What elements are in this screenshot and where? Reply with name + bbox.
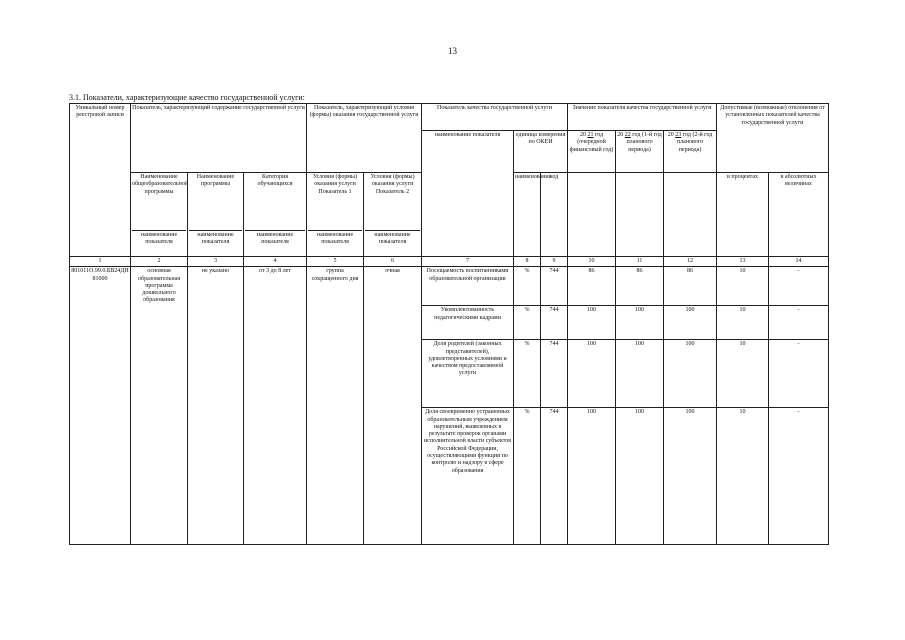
indicator-name: Доля родителей (законных представителей), удовлетворенных условиями и качеством предоставляемой услуги [422, 340, 514, 408]
section-title: 3.1. Показатели, характеризующие качество государственной услуги: [69, 93, 305, 102]
header-conditions-2: Условия (формы) оказания услуги Показатель 2 наименование показателя [364, 173, 422, 257]
col-number: 1 [70, 257, 131, 267]
header-year-2: 20 22 год (1-й год планового периода) [616, 131, 664, 173]
indicator-value-2: 100 [616, 340, 664, 408]
header-year-1: 20 21 год (очередной финансовый год) [568, 131, 616, 173]
indicator-unit: % [514, 340, 541, 408]
service-condition-2: очная [364, 267, 422, 545]
service-condition-1: группа сокращенного дня [307, 267, 364, 545]
col-number: 2 [131, 257, 188, 267]
header-quality-indicator: Показатель качества государственной услуги [422, 104, 568, 131]
header-quality-values: Значение показателя качества государственной услуги [568, 104, 717, 131]
indicator-deviation-absolute: - [769, 267, 829, 306]
header-empty-12 [664, 173, 717, 257]
col-number: 7 [422, 257, 514, 267]
indicator-value-3: 100 [664, 408, 717, 545]
indicator-value-2: 100 [616, 306, 664, 340]
col-number: 4 [244, 257, 307, 267]
table-row [70, 267, 829, 306]
indicator-value-1: 100 [568, 306, 616, 340]
header-deviations: Допустимые (возможные) отклонения от установленных показателей качества государственной услуги [717, 104, 829, 173]
header-empty-10 [568, 173, 616, 257]
indicator-unit: % [514, 408, 541, 545]
indicator-code: 744 [541, 306, 568, 340]
indicator-name: Посещаемость воспитанниками образовательной организации [422, 267, 514, 306]
header-category: Категория обучающихся наименование показателя [244, 173, 307, 257]
header-unit-okei: единица измерения по ОКЕИ [514, 131, 568, 173]
indicator-deviation-absolute: - [769, 306, 829, 340]
service-registry-number: 801011О.99.0.БВ24ДН81000 [70, 267, 131, 545]
header-in-percent: в процентах [717, 173, 769, 257]
header-unit-code: код [541, 173, 568, 257]
indicator-value-1: 86 [568, 267, 616, 306]
header-empty-11 [616, 173, 664, 257]
col-number: 9 [541, 257, 568, 267]
indicator-deviation-percent: 10 [717, 340, 769, 408]
indicator-name: Доля своевременно устраненных образовательным учреждением нарушений, выявленных в результате проверок органами исполнительной власти субъектов Российской Федерации, осуществляющими функции по контролю и надзору в сфере образования [422, 408, 514, 545]
col-number: 5 [307, 257, 364, 267]
indicator-deviation-absolute: - [769, 340, 829, 408]
service-program-name: не указано [188, 267, 244, 545]
col-number: 13 [717, 257, 769, 267]
indicator-code: 744 [541, 408, 568, 545]
header-unit-name: наименование [514, 173, 541, 257]
indicator-deviation-absolute: - [769, 408, 829, 545]
service-program: основная образовательная программа дошкольного образования [131, 267, 188, 545]
indicator-value-3: 100 [664, 306, 717, 340]
col-number: 11 [616, 257, 664, 267]
indicator-code: 744 [541, 267, 568, 306]
indicator-deviation-percent: 10 [717, 267, 769, 306]
header-program-name: Наименование общеобразовательной программы наименование показателя [131, 173, 188, 257]
indicator-value-3: 100 [664, 340, 717, 408]
header-row-1 [70, 104, 829, 131]
column-numbers-row [70, 257, 829, 267]
indicator-unit: % [514, 267, 541, 306]
col-number: 6 [364, 257, 422, 267]
header-indicator-name: наименование показателя [422, 131, 514, 257]
indicator-value-1: 100 [568, 340, 616, 408]
col-number: 3 [188, 257, 244, 267]
indicator-value-1: 100 [568, 408, 616, 545]
indicator-deviation-percent: 10 [717, 306, 769, 340]
header-conditions-1: Условия (формы) оказания услуги Показатель 1 наименование показателя [307, 173, 364, 257]
indicator-code: 744 [541, 340, 568, 408]
col-number: 12 [664, 257, 717, 267]
indicator-value-3: 86 [664, 267, 717, 306]
col-number: 10 [568, 257, 616, 267]
header-content-indicator: Показатель, характеризующий содержание государственной услуги [131, 104, 307, 173]
header-unique-number: Уникальный номер реестровой записи [70, 104, 131, 257]
indicator-deviation-percent: 10 [717, 408, 769, 545]
page-number: 13 [448, 46, 457, 56]
header-year-3: 20 23 год (2-й год планового периода) [664, 131, 717, 173]
indicator-value-2: 86 [616, 267, 664, 306]
indicator-value-2: 100 [616, 408, 664, 545]
header-program-name-2: Наименование программы наименование показателя [188, 173, 244, 257]
indicator-unit: % [514, 306, 541, 340]
col-number: 8 [514, 257, 541, 267]
header-in-absolute: в абсолютных величинах [769, 173, 829, 257]
service-category: от 3 до 8 лет [244, 267, 307, 545]
col-number: 14 [769, 257, 829, 267]
indicator-name: Укомплектованность педагогическими кадрами [422, 306, 514, 340]
quality-indicators-table [69, 103, 829, 545]
header-conditions-indicator: Показатель, характеризующий условия (формы) оказания государственной услуги [307, 104, 422, 173]
